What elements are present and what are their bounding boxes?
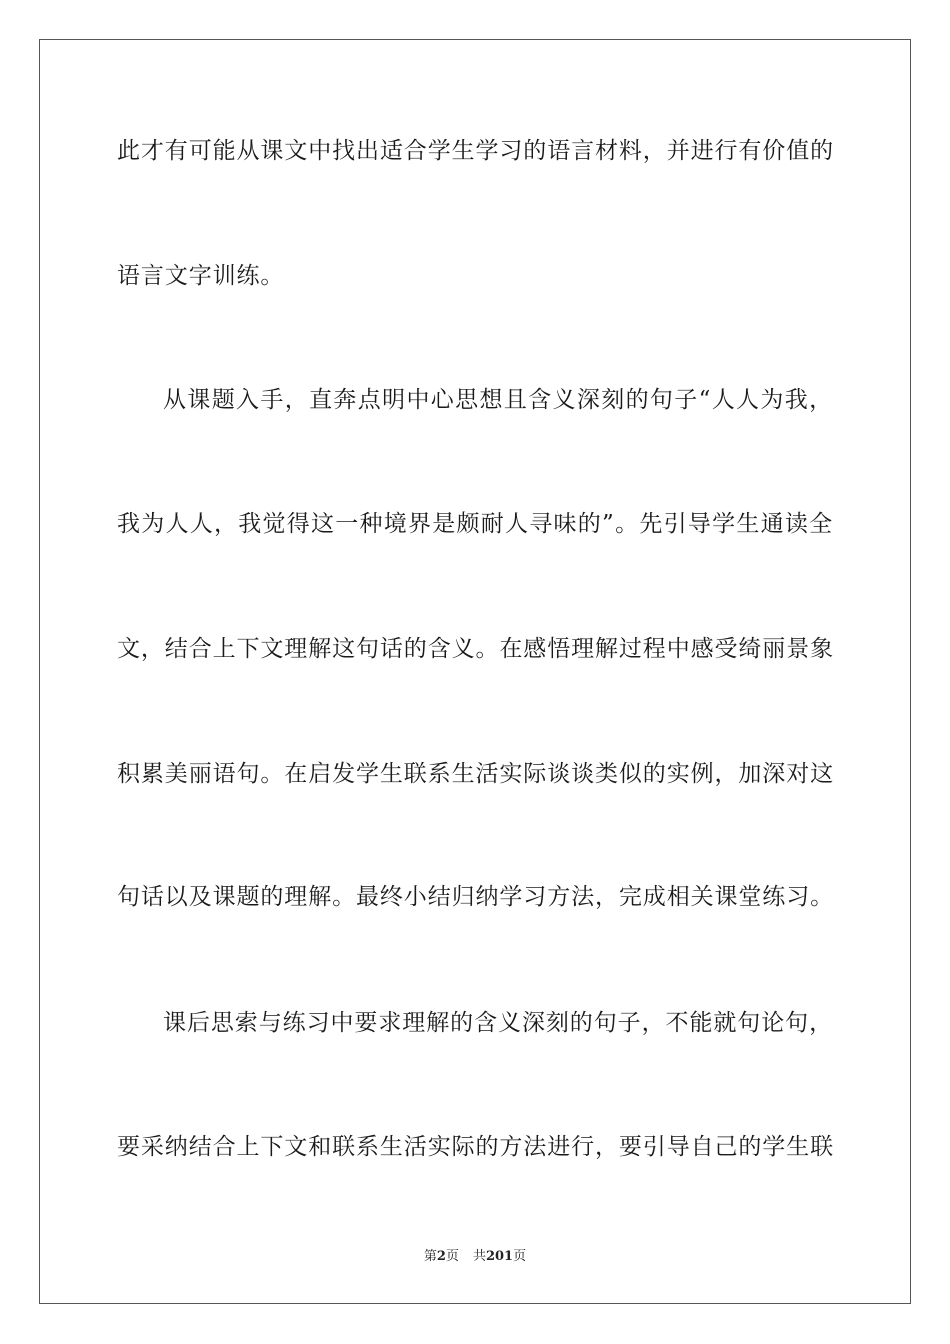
- body-text-line: 我为人人，我觉得这一种境界是颇耐人寻味的”。先引导学生通读全: [117, 511, 833, 537]
- page-footer: [0, 1248, 950, 1266]
- body-text-line: 要采纳结合上下文和联系生活实际的方法进行，要引导自己的学生联: [117, 1134, 834, 1160]
- page-border: [39, 39, 911, 1304]
- body-text-line: 句话以及课题的理解。最终小结归纳学习方法，完成相关课堂练习。: [117, 884, 834, 910]
- body-text-line: 积累美丽语句。在启发学生联系生活实际谈谈类似的实例，加深对这: [117, 761, 834, 787]
- paragraph-start-line: 课后思索与练习中要求理解的含义深刻的句子，不能就句论句，: [163, 1010, 833, 1036]
- page-total: 共201页: [472, 1249, 527, 1264]
- body-text-line: 文，结合上下文理解这句话的含义。在感悟理解过程中感受绮丽景象: [117, 636, 834, 662]
- page-number: 第2页: [423, 1249, 459, 1264]
- paragraph-start-line: 从课题入手，直奔点明中心思想且含义深刻的句子“人人为我，: [163, 387, 833, 413]
- body-text-line: 语言文字训练。: [117, 263, 285, 289]
- body-text-line: 此才有可能从课文中找出适合学生学习的语言材料，并进行有价值的: [117, 138, 834, 164]
